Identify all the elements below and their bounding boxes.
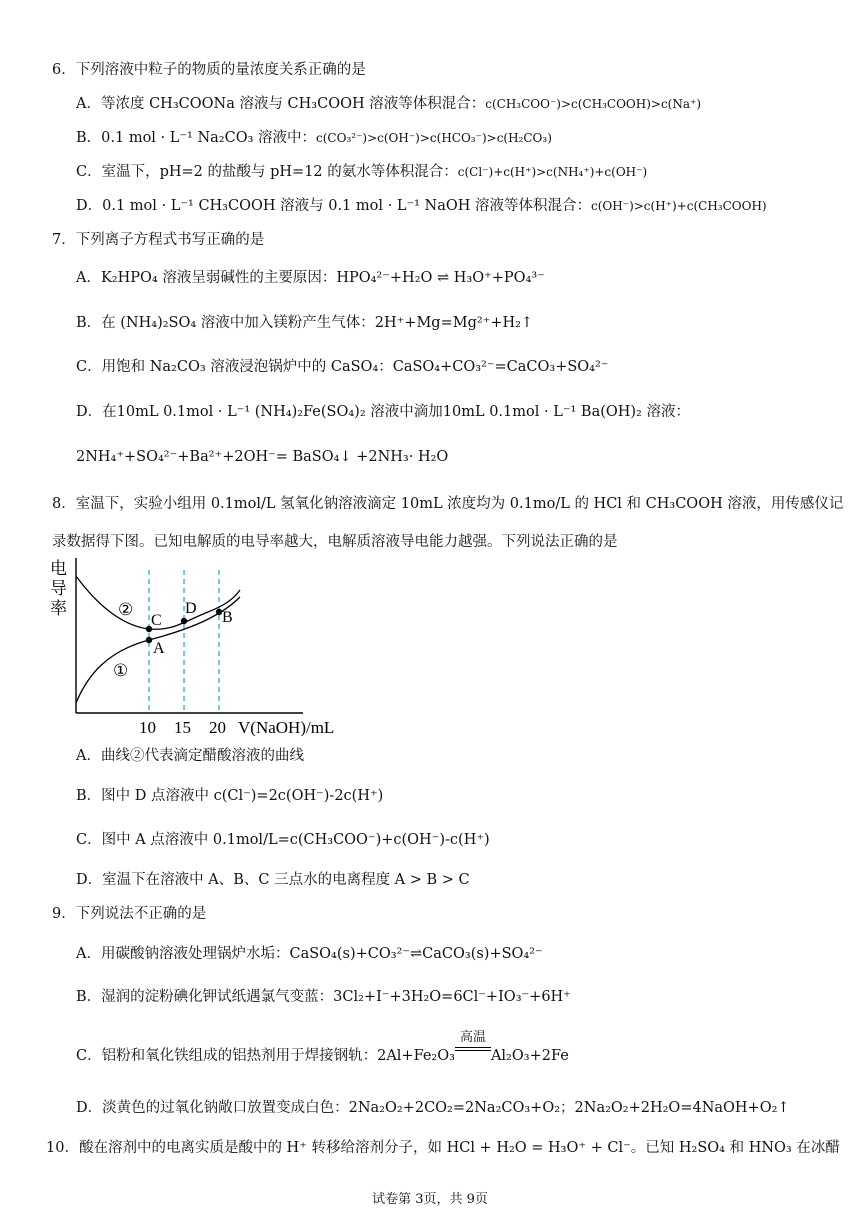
- x-tick-20: 20: [209, 718, 226, 736]
- q6-option-c: C．室温下，pH=2 的盐酸与 pH=12 的氨水等体积混合：c(Cl⁻)+c(H⁺)>c(NH₄⁺)+c(OH⁻): [76, 164, 648, 180]
- q9-option-c: C．铝粉和氧化铁组成的铝热剂用于焊接钢轨：2Al+Fe₂O₃ 高温 Al₂O₃+2Fe: [76, 1030, 569, 1064]
- q9-option-d: D．淡黄色的过氧化钠敞口放置变成白色：2Na₂O₂+2CO₂=2Na₂CO₃+O₂；2Na₂O₂+2H₂O=4NaOH+O₂↑: [76, 1100, 790, 1116]
- q8-option-b: B．图中 D 点溶液中 c(Cl⁻)=2c(OH⁻)-2c(H⁺): [76, 788, 384, 804]
- q8-option-c: C．图中 A 点溶液中 0.1mol/L=c(CH₃COO⁻)+c(OH⁻)-c(H⁺): [76, 832, 490, 848]
- page-footer: 试卷第 3页，共 9页: [372, 1192, 488, 1207]
- point-D: [181, 618, 187, 624]
- q7-option-a: A．K₂HPO₄ 溶液呈弱碱性的主要原因：HPO₄²⁻+H₂O ⇌ H₃O⁺+PO₄³⁻: [76, 270, 545, 286]
- q7-option-d-equation: 2NH₄⁺+SO₄²⁻+Ba²⁺+2OH⁻= BaSO₄↓ +2NH₃· H₂O: [76, 449, 449, 465]
- q6-option-a: A．等浓度 CH₃COONa 溶液与 CH₃COOH 溶液等体积混合：c(CH₃COO⁻)>c(CH₃COOH)>c(Na⁺): [76, 96, 702, 112]
- q6-option-d: D．0.1 mol · L⁻¹ CH₃COOH 溶液与 0.1 mol · L⁻¹ NaOH 溶液等体积混合：c(OH⁻)>c(H⁺)+c(CH₃COOH): [76, 198, 767, 214]
- q6-stem: 6．下列溶液中粒子的物质的量浓度关系正确的是: [52, 62, 366, 78]
- q8-option-a: A．曲线②代表滴定醋酸溶液的曲线: [76, 748, 304, 764]
- point-label-D: D: [185, 600, 197, 617]
- q7-option-b: B．在 (NH₄)₂SO₄ 溶液中加入镁粉产生气体：2H⁺+Mg=Mg²⁺+H₂↑: [76, 315, 534, 331]
- series-label-1: ①: [113, 661, 129, 680]
- q7-option-d: D．在10mL 0.1mol · L⁻¹ (NH₄)₂Fe(SO₄)₂ 溶液中滴加10mL 0.1mol · L⁻¹ Ba(OH)₂ 溶液：: [76, 404, 690, 420]
- x-tick-10: 10: [139, 718, 156, 736]
- q9-stem: 9．下列说法不正确的是: [52, 906, 207, 922]
- q6-option-b: B．0.1 mol · L⁻¹ Na₂CO₃ 溶液中：c(CO₃²⁻)>c(OH⁻)>c(HCO₃⁻)>c(H₂CO₃): [76, 130, 552, 146]
- q9-option-a: A．用碳酸钠溶液处理锅炉水垢：CaSO₄(s)+CO₃²⁻⇌CaCO₃(s)+SO₄²⁻: [76, 946, 543, 962]
- point-label-A: A: [153, 640, 165, 657]
- chart-xlabel: V(NaOH)/mL: [238, 718, 335, 736]
- q8-option-d: D．室温下在溶液中 A、B、C 三点水的电离程度 A > B > C: [76, 872, 470, 888]
- x-tick-15: 15: [174, 718, 191, 736]
- q8-stem-line1: 8．室温下，实验小组用 0.1mol/L 氢氧化钠溶液滴定 10mL 浓度均为 0.1mo/L 的 HCl 和 CH₃COOH 溶液，用传感仪记: [52, 496, 844, 512]
- q7-option-c: C．用饱和 Na₂CO₃ 溶液浸泡锅炉中的 CaSO₄：CaSO₄+CO₃²⁻=CaCO₃+SO₄²⁻: [76, 359, 609, 375]
- series-label-2: ②: [118, 600, 134, 619]
- q7-stem: 7．下列离子方程式书写正确的是: [52, 232, 265, 248]
- point-label-B: B: [222, 609, 233, 626]
- conductivity-chart: [48, 556, 358, 736]
- point-A: [146, 637, 152, 643]
- q10-stem: 10．酸在溶剂中的电离实质是酸中的 H⁺ 转移给溶剂分子，如 HCl + H₂O = H₃O⁺ + Cl⁻。已知 H₂SO₄ 和 HNO₃ 在冰醋: [46, 1140, 840, 1156]
- point-label-C: C: [151, 612, 162, 629]
- chart-ylabel: 电导率: [50, 559, 67, 618]
- q8-stem-line2: 录数据得下图。已知电解质的电导率越大，电解质溶液导电能力越强。下列说法正确的是: [52, 534, 618, 550]
- q9-condition: 高温: [459, 1030, 486, 1045]
- q9-option-b: B．湿润的淀粉碘化钾试纸遇氯气变蓝：3Cl₂+I⁻+3H₂O=6Cl⁻+IO₃⁻+6H⁺: [76, 989, 571, 1005]
